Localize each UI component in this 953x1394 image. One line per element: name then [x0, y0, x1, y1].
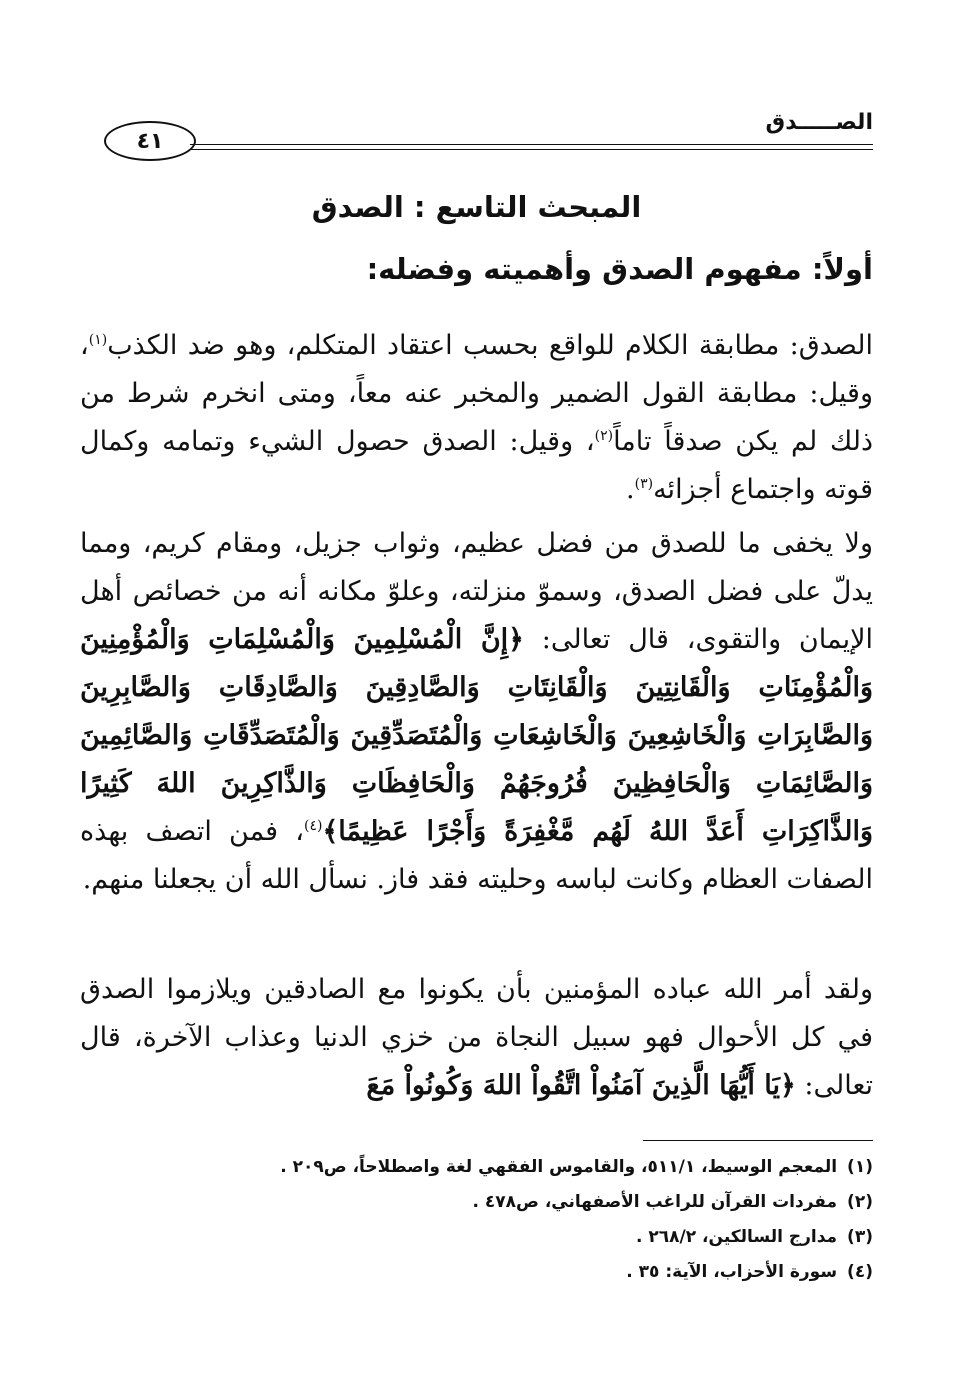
text-span: ولا يخفى ما للصدق من فضل عظيم، وثواب جزيل، ومقام كريم، ومما يدلّ على فضل الصدق، وسموّ منزلته، وعلوّ مكانه أنه من خصائص أهل الإيمان والتقوى، قال تعالى:	[80, 528, 873, 655]
quran-verse: ﴿يَا أَيُّهَا الَّذِينَ آمَنُواْ اتَّقُواْ اللهَ وَكُونُواْ مَعَ	[366, 1070, 796, 1101]
header-rule	[190, 144, 873, 150]
page-number: ٤١	[136, 128, 164, 154]
footnote-marker[interactable]: (٣)	[634, 476, 654, 492]
paragraph-command	[80, 966, 873, 1110]
quran-verse: ﴿إِنَّ الْمُسْلِمِينَ وَالْمُسْلِمَاتِ وَالْمُؤْمِنِينَ وَالْمُؤْمِنَاتِ وَالْقَانِتِينَ وَالْقَانِتَاتِ وَالصَّادِقِينَ وَالصَّادِقَاتِ وَالصَّابِرِينَ وَالصَّابِرَاتِ وَالْخَاشِعِينَ وَالْخَاشِعَاتِ وَالْمُتَصَدِّقِينَ وَالْمُتَصَدِّقَاتِ وَالصَّائِمِينَ وَالصَّائِمَاتِ وَالْحَافِظِينَ فُرُوجَهُمْ وَالْحَافِظَاتِ وَالذَّاكِرِينَ اللهَ كَثِيرًا وَالذَّاكِرَاتِ أَعَدَّ اللهُ لَهُم مَّغْفِرَةً وَأَجْرًا عَظِيمًا﴾	[80, 624, 873, 847]
text-span: ولقد أمر الله عباده المؤمنين بأن يكونوا مع الصادقين ويلازموا الصدق في كل الأحوال فهو سبيل النجاة من خزي الدنيا وعذاب الآخرة، قال تعالى:	[80, 974, 873, 1101]
footnotes	[80, 1150, 873, 1290]
footnote-marker[interactable]: (٢)	[594, 428, 614, 444]
footnote-item	[80, 1220, 873, 1255]
text-span: ، فمن اتصف بهذه الصفات العظام وكانت لباسه وحليته فقد فاز. نسأل الله أن يجعلنا منهم.	[80, 816, 873, 895]
footnote-item	[80, 1150, 873, 1185]
footnote-number: (٤)	[847, 1262, 873, 1282]
footnote-number: (٢)	[847, 1192, 873, 1212]
footnote-text: المعجم الوسيط، ٥١١/١، والقاموس الفقهي لغة واصطلاحاً، ص٢٠٩ .	[280, 1157, 838, 1177]
running-header-title: الصـــــدق	[765, 110, 873, 135]
footnote-text: سورة الأحزاب، الآية: ٣٥ .	[626, 1262, 838, 1282]
footnote-number: (٣)	[847, 1227, 873, 1247]
footnote-separator	[643, 1140, 873, 1141]
text-span: الصدق: مطابقة الكلام للواقع بحسب اعتقاد المتكلم، وهو ضد الكذب	[107, 330, 873, 361]
page-number-badge	[104, 121, 196, 161]
text-span: ، وقيل: مطابقة القول الضمير والمخبر عنه معاً، ومتى انخرم شرط من ذلك لم يكن صدقاً تاماً	[80, 330, 874, 457]
footnote-marker[interactable]: (١)	[88, 332, 108, 348]
footnote-text: مفردات القرآن للراغب الأصفهاني، ص٤٧٨ .	[472, 1192, 838, 1212]
footnote-text: مدارج السالكين، ٢٦٨/٢ .	[636, 1227, 838, 1247]
text-span: ، وقيل: الصدق حصول الشيء وتمامه وكمال قوته واجتماع أجزائه	[80, 426, 873, 505]
footnote-item	[80, 1185, 873, 1220]
paragraph-virtue	[80, 520, 873, 904]
footnote-number: (١)	[847, 1157, 873, 1177]
footnote-marker[interactable]: (٤)	[303, 818, 323, 834]
text-span: .	[626, 474, 635, 505]
paragraph-definition	[80, 322, 873, 514]
subheading: أولاً: مفهوم الصدق وأهميته وفضله:	[366, 252, 873, 286]
footnote-item	[80, 1255, 873, 1290]
section-title: المبحث التاسع : الصدق	[311, 190, 642, 224]
